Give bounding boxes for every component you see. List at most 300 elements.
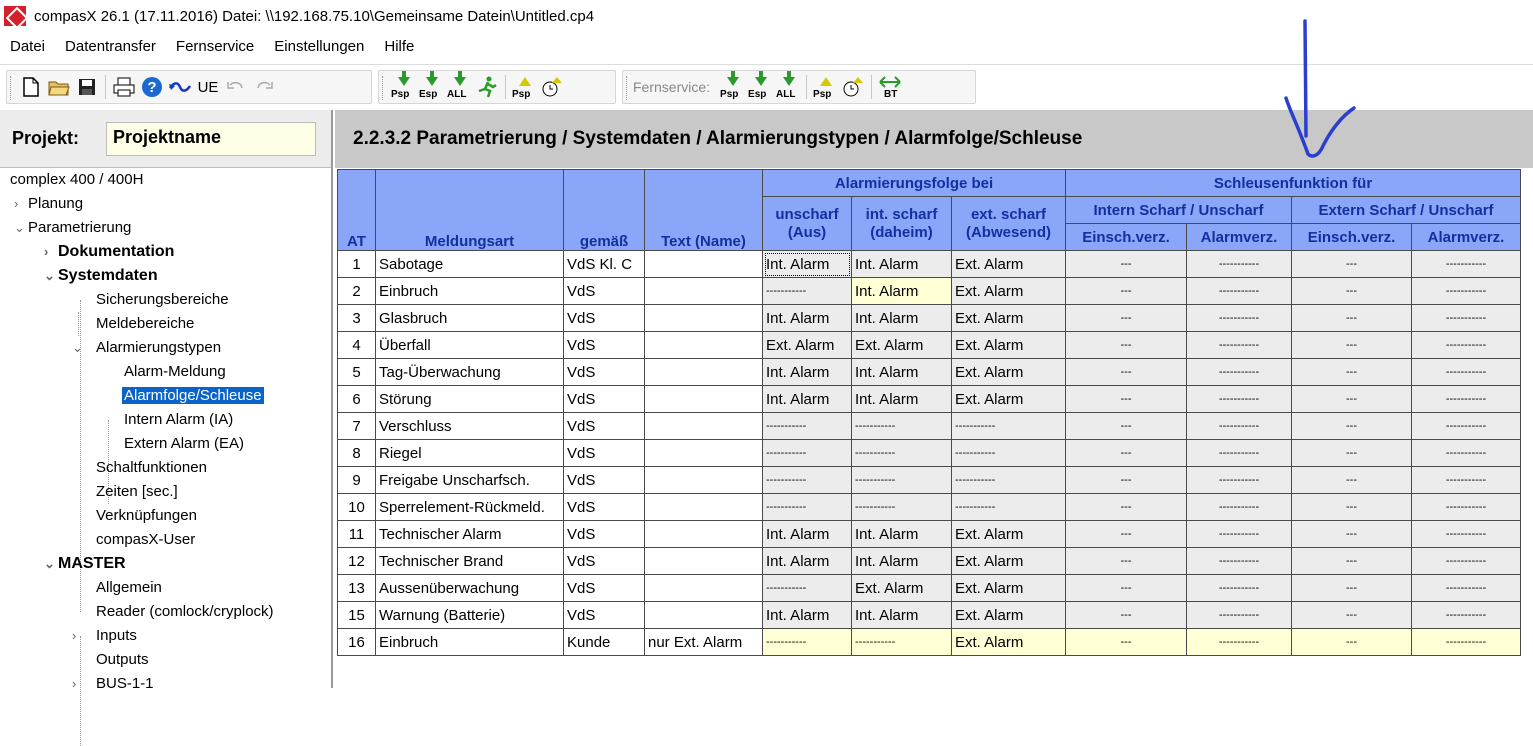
cell-intern-einsch-verz[interactable]: --- xyxy=(1066,332,1187,359)
table-row[interactable] xyxy=(338,467,1521,494)
tree-item-label: compasX-User xyxy=(96,531,196,548)
cell-ext-scharf[interactable]: Ext. Alarm xyxy=(952,629,1066,656)
project-label: Projekt: xyxy=(12,128,80,148)
tree-item-label: Verknüpfungen xyxy=(96,507,197,524)
upload-arrow-icon xyxy=(820,77,832,86)
cell-extern-einsch-verz[interactable]: --- xyxy=(1292,332,1412,359)
cell-intern-alarmverz[interactable]: ----------- xyxy=(1187,359,1292,386)
cell-ext-scharf[interactable]: Ext. Alarm xyxy=(952,332,1066,359)
tree-item-label: Systemdaten xyxy=(58,267,158,284)
download-arrow-icon xyxy=(783,77,795,86)
tree-item-reader[interactable] xyxy=(96,600,274,624)
cell-extern-einsch-verz[interactable]: --- xyxy=(1292,305,1412,332)
bidirectional-arrow-icon xyxy=(879,76,901,88)
cell-text xyxy=(645,467,763,494)
cell-text xyxy=(645,332,763,359)
table-row[interactable] xyxy=(338,251,1521,278)
menu-fernservice[interactable]: Fernservice xyxy=(175,38,255,55)
column-header-unscharf xyxy=(763,197,852,251)
cell-meldungsart: Technischer Alarm xyxy=(376,521,564,548)
download-psp-button[interactable] xyxy=(389,74,417,100)
tree-item-allgemein[interactable] xyxy=(96,576,162,600)
cell-ext-scharf[interactable]: ----------- xyxy=(952,494,1066,521)
psp-label: Psp xyxy=(391,89,410,100)
all-label: ALL xyxy=(447,89,467,100)
table-row[interactable] xyxy=(338,305,1521,332)
cell-int-scharf[interactable]: Int. Alarm xyxy=(852,305,952,332)
cell-ext-scharf[interactable]: Ext. Alarm xyxy=(952,251,1066,278)
cell-at: 12 xyxy=(338,548,376,575)
cell-extern-alarmverz[interactable]: ----------- xyxy=(1412,602,1521,629)
cell-extern-einsch-verz[interactable]: --- xyxy=(1292,575,1412,602)
download-all-button[interactable] xyxy=(445,74,473,100)
cell-meldungsart: Glasbruch xyxy=(376,305,564,332)
cell-extern-alarmverz[interactable]: ----------- xyxy=(1412,467,1521,494)
table-row[interactable] xyxy=(338,548,1521,575)
cell-int-scharf[interactable]: Ext. Alarm xyxy=(852,575,952,602)
cell-ext-scharf[interactable]: Ext. Alarm xyxy=(952,521,1066,548)
open-file-button[interactable] xyxy=(45,74,73,100)
cell-unscharf[interactable]: Int. Alarm xyxy=(763,359,852,386)
tree-item-label: Allgemein xyxy=(96,579,162,596)
cell-extern-einsch-verz[interactable]: --- xyxy=(1292,359,1412,386)
cell-at: 13 xyxy=(338,575,376,602)
cell-int-scharf[interactable]: Int. Alarm xyxy=(852,251,952,278)
cell-text xyxy=(645,575,763,602)
cell-intern-einsch-verz[interactable]: --- xyxy=(1066,494,1187,521)
group-header-alarmierungsfolge: Alarmierungsfolge bei xyxy=(763,170,1066,197)
cell-gemaess: VdS xyxy=(564,521,645,548)
cell-int-scharf[interactable]: Int. Alarm xyxy=(852,359,952,386)
chevron-down-icon[interactable]: ⌄ xyxy=(72,340,83,355)
cell-intern-einsch-verz[interactable]: --- xyxy=(1066,602,1187,629)
cell-int-scharf[interactable]: Int. Alarm xyxy=(852,521,952,548)
cell-meldungsart: Überfall xyxy=(376,332,564,359)
tree-item-sicherungsbereiche[interactable] xyxy=(96,288,229,312)
cell-text xyxy=(645,386,763,413)
cell-gemaess: VdS xyxy=(564,602,645,629)
cell-unscharf[interactable]: Ext. Alarm xyxy=(763,332,852,359)
save-button[interactable] xyxy=(73,74,101,100)
project-header xyxy=(0,110,331,168)
cell-intern-alarmverz[interactable]: ----------- xyxy=(1187,332,1292,359)
cell-meldungsart: Warnung (Batterie) xyxy=(376,602,564,629)
tree-item-bus[interactable] xyxy=(72,672,154,696)
tree-item-label: BUS-1-1 xyxy=(96,675,154,692)
tree-item-dokumentation[interactable] xyxy=(44,240,174,264)
menu-hilfe[interactable]: Hilfe xyxy=(384,38,415,55)
tree-item-alarm-meldung[interactable] xyxy=(124,360,226,384)
download-arrow-icon xyxy=(426,77,438,86)
tree-item-label: Outputs xyxy=(96,651,149,668)
cell-gemaess: VdS Kl. C xyxy=(564,251,645,278)
tree-item-label: Zeiten [sec.] xyxy=(96,483,178,500)
table-row[interactable] xyxy=(338,278,1521,305)
cell-intern-alarmverz[interactable]: ----------- xyxy=(1187,629,1292,656)
ue-label: UE xyxy=(197,78,219,96)
cell-unscharf[interactable]: Int. Alarm xyxy=(763,386,852,413)
tree-item-inputs[interactable] xyxy=(72,624,137,648)
cell-extern-einsch-verz[interactable]: --- xyxy=(1292,494,1412,521)
toolbar-separator xyxy=(871,75,872,99)
cell-intern-einsch-verz[interactable]: --- xyxy=(1066,467,1187,494)
bt-label: BT xyxy=(884,89,898,100)
menu-datentransfer[interactable]: Datentransfer xyxy=(65,38,156,55)
tree-root-label: complex 400 / 400H xyxy=(10,171,144,188)
cell-unscharf[interactable]: ----------- xyxy=(763,440,852,467)
undo-icon xyxy=(226,80,246,94)
ue-button[interactable] xyxy=(194,74,222,100)
tree-item-label: Dokumentation xyxy=(58,243,175,260)
cell-intern-einsch-verz[interactable]: --- xyxy=(1066,440,1187,467)
cell-intern-einsch-verz[interactable]: --- xyxy=(1066,413,1187,440)
cell-intern-einsch-verz[interactable]: --- xyxy=(1066,548,1187,575)
cell-int-scharf[interactable]: ----------- xyxy=(852,494,952,521)
redo-button[interactable] xyxy=(250,74,278,100)
cell-int-scharf[interactable]: ----------- xyxy=(852,413,952,440)
tree-item-schaltfunktionen[interactable] xyxy=(96,456,207,480)
psp-label: Psp xyxy=(720,89,739,100)
cell-extern-einsch-verz[interactable]: --- xyxy=(1292,440,1412,467)
cell-intern-alarmverz[interactable]: ----------- xyxy=(1187,575,1292,602)
upload-psp-button[interactable] xyxy=(510,74,538,100)
cell-extern-alarmverz[interactable]: ----------- xyxy=(1412,494,1521,521)
cell-unscharf[interactable]: ----------- xyxy=(763,467,852,494)
table-row[interactable] xyxy=(338,386,1521,413)
cell-intern-alarmverz[interactable]: ----------- xyxy=(1187,494,1292,521)
chevron-right-icon[interactable]: › xyxy=(72,628,77,643)
remote-upload-psp-button[interactable] xyxy=(811,74,839,100)
cell-at: 7 xyxy=(338,413,376,440)
cell-ext-scharf[interactable]: Ext. Alarm xyxy=(952,602,1066,629)
cell-intern-einsch-verz[interactable]: --- xyxy=(1066,629,1187,656)
remote-time-button[interactable] xyxy=(839,74,867,100)
table-row[interactable] xyxy=(338,521,1521,548)
cell-intern-einsch-verz[interactable]: --- xyxy=(1066,251,1187,278)
cell-extern-alarmverz[interactable]: ----------- xyxy=(1412,548,1521,575)
column-header-gemaess: gemäß xyxy=(564,170,645,251)
cell-ext-scharf[interactable]: Ext. Alarm xyxy=(952,548,1066,575)
table-row[interactable] xyxy=(338,629,1521,656)
cell-extern-alarmverz[interactable]: ----------- xyxy=(1412,332,1521,359)
table-row[interactable] xyxy=(338,440,1521,467)
cell-ext-scharf[interactable]: Ext. Alarm xyxy=(952,575,1066,602)
tree-item-label: Extern Alarm (EA) xyxy=(124,435,245,452)
app-logo-icon xyxy=(4,6,26,26)
undo-connect-button[interactable] xyxy=(166,74,194,100)
cell-at: 16 xyxy=(338,629,376,656)
tree-item-label: Intern Alarm (IA) xyxy=(124,411,234,428)
tree-item-meldebereiche[interactable] xyxy=(96,312,194,336)
cell-at: 3 xyxy=(338,305,376,332)
chevron-down-icon[interactable]: ⌄ xyxy=(14,220,25,235)
cell-at: 11 xyxy=(338,521,376,548)
alarm-sequence-table xyxy=(337,169,1521,656)
column-header-extern-einsch-verz: Einsch.verz. xyxy=(1292,224,1412,251)
remote-download-esp-button[interactable] xyxy=(746,74,774,100)
column-header-intern-einsch-verz: Einsch.verz. xyxy=(1066,224,1187,251)
cell-intern-alarmverz[interactable]: ----------- xyxy=(1187,548,1292,575)
cell-extern-alarmverz[interactable]: ----------- xyxy=(1412,359,1521,386)
cell-extern-einsch-verz[interactable]: --- xyxy=(1292,413,1412,440)
open-folder-icon xyxy=(48,78,70,96)
cell-extern-alarmverz[interactable]: ----------- xyxy=(1412,629,1521,656)
tree-item-zeiten[interactable] xyxy=(96,480,178,504)
cell-gemaess: VdS xyxy=(564,332,645,359)
tree-item-label: Inputs xyxy=(96,627,137,644)
cell-unscharf[interactable]: Int. Alarm xyxy=(763,521,852,548)
cell-at: 2 xyxy=(338,278,376,305)
project-sidebar xyxy=(0,110,333,692)
cell-extern-einsch-verz[interactable]: --- xyxy=(1292,602,1412,629)
cell-int-scharf[interactable]: ----------- xyxy=(852,629,952,656)
cell-at: 8 xyxy=(338,440,376,467)
tree-item-label: Sicherungsbereiche xyxy=(96,291,229,308)
cell-int-scharf[interactable]: Int. Alarm xyxy=(852,602,952,629)
run-button[interactable] xyxy=(473,74,501,100)
cell-extern-einsch-verz[interactable]: --- xyxy=(1292,548,1412,575)
cell-unscharf[interactable]: Int. Alarm xyxy=(763,602,852,629)
new-file-button[interactable] xyxy=(17,74,45,100)
clock-arrow-icon xyxy=(540,76,564,98)
cell-intern-einsch-verz[interactable]: --- xyxy=(1066,386,1187,413)
cell-text xyxy=(645,413,763,440)
tree-item-label: Alarmierungstypen xyxy=(96,339,222,356)
table-body xyxy=(338,251,1521,656)
header-line: (Abwesend) xyxy=(965,223,1051,241)
tree-item-parametrierung[interactable] xyxy=(14,216,131,240)
cell-int-scharf[interactable]: Int. Alarm xyxy=(852,548,952,575)
cell-gemaess: VdS xyxy=(564,305,645,332)
cell-unscharf[interactable]: ----------- xyxy=(763,575,852,602)
cell-extern-alarmverz[interactable]: ----------- xyxy=(1412,305,1521,332)
column-header-at: AT xyxy=(338,170,376,251)
cell-extern-alarmverz[interactable]: ----------- xyxy=(1412,521,1521,548)
header-line: unscharf xyxy=(775,205,839,223)
cell-at: 9 xyxy=(338,467,376,494)
tree-item-label: MASTER xyxy=(58,555,126,572)
tree-item-alarmfolge-schleuse[interactable] xyxy=(122,384,264,408)
cell-meldungsart: Verschluss xyxy=(376,413,564,440)
cell-text xyxy=(645,602,763,629)
table-row[interactable] xyxy=(338,359,1521,386)
bt-button[interactable] xyxy=(876,74,904,100)
cell-extern-einsch-verz[interactable]: --- xyxy=(1292,278,1412,305)
cell-text xyxy=(645,305,763,332)
tree-item-intern-alarm[interactable] xyxy=(124,408,233,432)
svg-text:?: ? xyxy=(147,79,157,96)
cell-at: 15 xyxy=(338,602,376,629)
header-line: int. scharf xyxy=(865,205,938,223)
cell-ext-scharf[interactable]: Ext. Alarm xyxy=(952,359,1066,386)
chevron-right-icon[interactable]: › xyxy=(44,244,49,259)
print-button[interactable] xyxy=(110,74,138,100)
tree-item-label: Planung xyxy=(28,195,84,212)
tree-connector xyxy=(78,312,79,336)
table-row[interactable] xyxy=(338,494,1521,521)
cell-at: 5 xyxy=(338,359,376,386)
toolbar-separator xyxy=(806,75,807,99)
cell-text xyxy=(645,521,763,548)
tree-item-compasx-user[interactable] xyxy=(96,528,195,552)
all-label: ALL xyxy=(776,89,796,100)
tree-item-outputs[interactable] xyxy=(96,648,149,672)
table-row[interactable] xyxy=(338,413,1521,440)
remote-download-psp-button[interactable] xyxy=(718,74,746,100)
cell-intern-alarmverz[interactable]: ----------- xyxy=(1187,305,1292,332)
tree-item-systemdaten[interactable] xyxy=(44,264,158,288)
tree-item-label: Alarmfolge/Schleuse xyxy=(124,387,262,404)
table-row[interactable] xyxy=(338,332,1521,359)
cell-int-scharf[interactable]: Int. Alarm xyxy=(852,386,952,413)
cell-extern-einsch-verz[interactable]: --- xyxy=(1292,386,1412,413)
download-arrow-icon xyxy=(454,77,466,86)
column-header-ext-scharf xyxy=(952,197,1066,251)
cell-ext-scharf[interactable]: Ext. Alarm xyxy=(952,386,1066,413)
psp-label: Psp xyxy=(813,89,832,100)
tree-item-alarmierungstypen[interactable] xyxy=(72,336,221,360)
cell-extern-alarmverz[interactable]: ----------- xyxy=(1412,440,1521,467)
header-line: ext. scharf xyxy=(970,205,1047,223)
cell-extern-alarmverz[interactable]: ----------- xyxy=(1412,251,1521,278)
cell-int-scharf[interactable]: ----------- xyxy=(852,440,952,467)
fernservice-label: Fernservice: xyxy=(633,79,711,95)
cell-intern-einsch-verz[interactable]: --- xyxy=(1066,278,1187,305)
column-header-meldungsart: Meldungsart xyxy=(376,170,564,251)
chevron-right-icon[interactable]: › xyxy=(72,676,77,691)
cell-intern-alarmverz[interactable]: ----------- xyxy=(1187,521,1292,548)
cell-gemaess: VdS xyxy=(564,413,645,440)
cell-intern-einsch-verz[interactable]: --- xyxy=(1066,575,1187,602)
chevron-down-icon[interactable]: ⌄ xyxy=(44,268,55,283)
running-man-icon xyxy=(476,76,498,98)
cell-int-scharf[interactable]: ----------- xyxy=(852,467,952,494)
group-header-schleusenfunktion: Schleusenfunktion für xyxy=(1066,170,1521,197)
cell-intern-einsch-verz[interactable]: --- xyxy=(1066,359,1187,386)
cell-ext-scharf[interactable]: ----------- xyxy=(952,467,1066,494)
remote-download-all-button[interactable] xyxy=(774,74,802,100)
cell-text xyxy=(645,494,763,521)
cell-extern-alarmverz[interactable]: ----------- xyxy=(1412,278,1521,305)
cell-intern-einsch-verz[interactable]: --- xyxy=(1066,521,1187,548)
cell-intern-alarmverz[interactable]: ----------- xyxy=(1187,386,1292,413)
esp-label: Esp xyxy=(748,89,767,100)
cell-ext-scharf[interactable]: ----------- xyxy=(952,413,1066,440)
table-row[interactable] xyxy=(338,575,1521,602)
cell-unscharf[interactable]: Int. Alarm xyxy=(763,305,852,332)
cell-extern-alarmverz[interactable]: ----------- xyxy=(1412,386,1521,413)
cell-extern-alarmverz[interactable]: ----------- xyxy=(1412,575,1521,602)
cell-text: nur Ext. Alarm xyxy=(645,629,763,656)
undo-button[interactable] xyxy=(222,74,250,100)
menu-einstellungen[interactable]: Einstellungen xyxy=(274,38,365,55)
column-header-extern-alarmverz: Alarmverz. xyxy=(1412,224,1521,251)
cell-unscharf[interactable]: Int. Alarm xyxy=(763,251,852,278)
cell-extern-alarmverz[interactable]: ----------- xyxy=(1412,413,1521,440)
group-header-intern-scharf: Intern Scharf / Unscharf xyxy=(1066,197,1292,224)
toolbar-group-fernservice xyxy=(622,70,976,104)
cell-extern-einsch-verz[interactable]: --- xyxy=(1292,467,1412,494)
tree-item-verknuepfungen[interactable] xyxy=(96,504,197,528)
swap-arrows-icon xyxy=(168,80,192,94)
cell-int-scharf[interactable]: Int. Alarm xyxy=(852,278,952,305)
cell-text xyxy=(645,251,763,278)
cell-gemaess: VdS xyxy=(564,467,645,494)
cell-text xyxy=(645,359,763,386)
cell-at: 10 xyxy=(338,494,376,521)
cell-extern-einsch-verz[interactable]: --- xyxy=(1292,629,1412,656)
project-name-field[interactable]: Projektname xyxy=(106,122,316,156)
cell-intern-einsch-verz[interactable]: --- xyxy=(1066,305,1187,332)
cell-intern-alarmverz[interactable]: ----------- xyxy=(1187,440,1292,467)
cell-ext-scharf[interactable]: Ext. Alarm xyxy=(952,305,1066,332)
cell-int-scharf[interactable]: Ext. Alarm xyxy=(852,332,952,359)
time-button[interactable] xyxy=(538,74,566,100)
cell-unscharf[interactable]: ----------- xyxy=(763,494,852,521)
tree-item-master[interactable] xyxy=(44,552,126,576)
new-file-icon xyxy=(23,77,39,97)
header-line: (daheim) xyxy=(870,223,933,241)
tree-root[interactable] xyxy=(10,168,143,192)
cell-gemaess: VdS xyxy=(564,440,645,467)
cell-ext-scharf[interactable]: Ext. Alarm xyxy=(952,278,1066,305)
save-disk-icon xyxy=(78,78,96,96)
cell-at: 4 xyxy=(338,332,376,359)
tree-item-label: Parametrierung xyxy=(28,219,132,236)
window-title: compasX 26.1 (17.11.2016) Datei: \\192.168.75.10\Gemeinsame Datein\Untitled.cp4 xyxy=(34,7,595,25)
cell-unscharf[interactable]: ----------- xyxy=(763,278,852,305)
cell-extern-einsch-verz[interactable]: --- xyxy=(1292,521,1412,548)
cell-gemaess: Kunde xyxy=(564,629,645,656)
cell-intern-alarmverz[interactable]: ----------- xyxy=(1187,413,1292,440)
cell-extern-einsch-verz[interactable]: --- xyxy=(1292,251,1412,278)
cell-text xyxy=(645,548,763,575)
esp-label: Esp xyxy=(419,89,438,100)
cell-unscharf[interactable]: ----------- xyxy=(763,413,852,440)
cell-unscharf[interactable]: Int. Alarm xyxy=(763,548,852,575)
toolbar-separator xyxy=(105,75,106,99)
cell-intern-alarmverz[interactable]: ----------- xyxy=(1187,467,1292,494)
page-title: 2.2.3.2 Parametrierung / Systemdaten / Alarmierungstypen / Alarmfolge/Schleuse xyxy=(353,128,1083,149)
cell-gemaess: VdS xyxy=(564,548,645,575)
tree-item-extern-alarm[interactable] xyxy=(124,432,244,456)
printer-icon xyxy=(113,77,135,97)
tree-item-planung[interactable] xyxy=(14,192,83,216)
column-header-text: Text (Name) xyxy=(645,170,763,251)
cell-intern-alarmverz[interactable]: ----------- xyxy=(1187,602,1292,629)
help-button[interactable] xyxy=(138,74,166,100)
download-arrow-icon xyxy=(727,77,739,86)
cell-intern-alarmverz[interactable]: ----------- xyxy=(1187,278,1292,305)
cell-intern-alarmverz[interactable]: ----------- xyxy=(1187,251,1292,278)
chevron-down-icon[interactable]: ⌄ xyxy=(44,556,55,571)
cell-meldungsart: Riegel xyxy=(376,440,564,467)
toolbar xyxy=(0,64,1533,108)
toolbar-group-file xyxy=(6,70,372,104)
download-esp-button[interactable] xyxy=(417,74,445,100)
page-title-bar xyxy=(335,110,1533,168)
cell-ext-scharf[interactable]: ----------- xyxy=(952,440,1066,467)
cell-unscharf[interactable]: ----------- xyxy=(763,629,852,656)
tree-item-label: Meldebereiche xyxy=(96,315,195,332)
redo-icon xyxy=(254,80,274,94)
table-row[interactable] xyxy=(338,602,1521,629)
cell-meldungsart: Freigabe Unscharfsch. xyxy=(376,467,564,494)
chevron-right-icon[interactable]: › xyxy=(14,196,19,211)
header-line: (Aus) xyxy=(787,223,827,241)
menu-datei[interactable]: Datei xyxy=(10,38,46,55)
tree-item-label: Alarm-Meldung xyxy=(124,363,226,380)
